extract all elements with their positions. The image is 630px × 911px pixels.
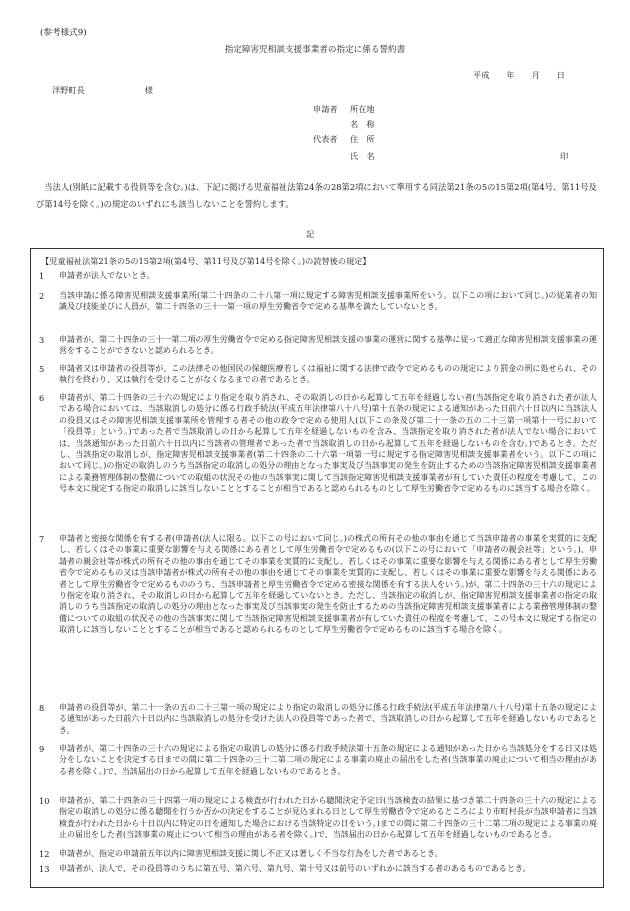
provision-text: 申請者が、第二十四条の三十一第二項の厚生労働省令で定める指定障害児相談支援の事業の運営に関する基準に従って適正な障害児相談支援事業の運営をすることができないと認められるとき。 bbox=[59, 335, 597, 356]
rep-address-label: 住 所 bbox=[350, 134, 375, 144]
date-line bbox=[473, 69, 565, 81]
pledge-statement: 当法人(別紙に記載する役員等を含む。)は、下記に掲げる児童福祉法第24条の28第2項において準用する同法第21条の5の15第2項(第4号、第11号及び第14号を除く。)の規定のいずれにも該当しないことを誓約します。 bbox=[36, 182, 597, 209]
provision-item bbox=[37, 290, 597, 313]
provision-number: 1 bbox=[39, 271, 45, 281]
provisions-heading: 【児童福祉法第21条の5の15第2項(第4号、第11号及び第14号を除く。)の読替後の規定】 bbox=[41, 256, 371, 266]
provision-item bbox=[37, 743, 597, 777]
seal-mark: 印 bbox=[560, 151, 569, 161]
addressee-suffix: 様 bbox=[144, 85, 153, 95]
document-title: 指定障害児相談支援事業者の指定に係る誓約書 bbox=[224, 45, 406, 55]
provision-text: 申請者又は申請者の役員等が、この法律その他国民の保健医療若しくは福祉に関する法律で政令で定めるものの規定により罰金の刑に処せられ、その執行を終わり、又は執行を受けることがなくなるまでの者であるとき。 bbox=[59, 364, 597, 385]
date-day: 日 bbox=[556, 70, 565, 80]
provision-item bbox=[37, 363, 597, 386]
date-era: 平成 bbox=[473, 70, 490, 80]
provision-text: 申請者が、第二十四条の三十四第一項の規定による検査が行われた日から聴聞決定予定日(当該検査の結果に基づき第二十四条の三十六の規定による指定の取消しの処分に係る聴聞を行うか否かの決定をすることが見込まれる日として厚生労働省令で定めるところにより市町村長が当該申請者に当該検査が行われた日から十日以内に特定の日を通知した場合における当該特定の日をいう。)までの間に第二十四条の三十二第二項の規定による事業の廃止の届出をした者(当該事業の廃止について相当の理由がある者を除く。)で、当該届出の日から起算して五年を経過しないものであるとき。 bbox=[59, 796, 597, 840]
provisions-box bbox=[30, 248, 604, 888]
address-label: 所在地 bbox=[350, 104, 375, 114]
provision-text: 申請者が、指定の申請前五年以内に障害児相談支援に関し不正又は著しく不当な行為をした者であるとき。 bbox=[59, 849, 443, 858]
provision-text: 申請者の役員等が、第二十一条の五の二十三第一項の規定により指定の取消しの処分に係る行政手続法(平成五年法律第八十八号)第十五条の規定による通知があった日前六十日以内に当該取消しの処分を受けた法人の役員等であった者で、当該取消しの日から起算して五年を経過しないものであるとき。 bbox=[59, 703, 597, 735]
provision-number: 7 bbox=[39, 534, 45, 544]
provision-text: 申請者が、第二十四条の三十六の規定による指定の取消しの処分に係る行政手続法第十五条の規定による通知があった日から当該処分をする日又は処分をしないことを決定する日までの間に第二十四条の三十二第二項の規定による事業の廃止の届出をした者(当該事業の廃止について相当の理由がある者を除く。)で、当該届出の日から起算して五年を経過しないものであるとき。 bbox=[59, 744, 597, 776]
provision-number: 2 bbox=[39, 291, 45, 301]
provision-text: 当該申請に係る障害児相談支援事業所(第二十四条の二十八第一項に規定する障害児相談支援事業所をいう。以下この項において同じ。)の従業者の知識及び技能並びに人員が、第二十四条の三十一第一項の厚生労働省令で定める基準を満たしていないとき。 bbox=[59, 291, 597, 312]
provision-item bbox=[37, 863, 597, 874]
provision-number: 13 bbox=[39, 864, 50, 874]
applicant-label: 申請者 bbox=[313, 104, 338, 114]
provision-item bbox=[37, 334, 597, 357]
provision-text: 申請者と密接な関係を有する者(申請者(法人に限る。以下この号において同じ。)の株式の所有その他の事由を通じて当該申請者の事業を実質的に支配し、若しくはその事業に重要な影響を与える関係にある者として厚生労働省令で定めるもの(以下この号において「申請者の親会社等」という。)、申請者の親会社等が株式の所有その他の事由を通じてその事業を実質的に支配し、若しくはその事業に重要な影響を与える関係にある者として厚生労働省令で定めるもの又は当該申請者が株式の所有その他の事由を通じてその事業を実質的に支配し、若しくはその事業に重要な影響を与える関係にある者として厚生労働省令で定めるもののうち、当該申請者と厚生労働省令で定める密接な関係を有する法人をいう。)が、第二十四条の三十六の規定により指定を取り消され、その取消しの日から起算して五年を経過していないとき。ただし、当該指定の取消しが、指定障害児相談支援事業者の指定の取消しのうち当該指定の取消しの処分の理由となった事実及び当該事実の発生を防止するための当該指定障害児相談支援事業者による業務管理体制の整備についての取組の状況その他の当該事実に関して当該指定障害児相談支援事業者が有していた責任の程度を考慮して、この号本文に規定する指定の取消しに該当しないこととすることが相当であると認められるものとして厚生労働省令で定めるものに該当する場合を除く。 bbox=[59, 534, 597, 635]
provision-number: 5 bbox=[39, 364, 45, 374]
date-month: 月 bbox=[531, 70, 540, 80]
date-year: 年 bbox=[506, 70, 515, 80]
provision-number: 3 bbox=[39, 335, 45, 345]
provision-number: 6 bbox=[39, 393, 45, 403]
provision-item bbox=[37, 533, 597, 636]
provision-item bbox=[37, 392, 597, 495]
provision-number: 10 bbox=[39, 796, 50, 806]
provision-text: 申請者が、法人で、その役員等のうちに第五号、第六号、第九号、第十号又は前号のいずれかに該当する者のあるものであるとき。 bbox=[59, 864, 531, 873]
representative-label: 代表者 bbox=[313, 134, 338, 144]
provision-item bbox=[37, 702, 597, 736]
provision-number: 9 bbox=[39, 744, 45, 754]
rep-name-label: 氏 名 bbox=[350, 151, 375, 161]
provision-number: 8 bbox=[39, 703, 45, 713]
provision-item bbox=[37, 270, 597, 281]
name-label: 名 称 bbox=[350, 119, 375, 129]
ki-heading: 記 bbox=[306, 229, 315, 239]
provision-text: 申請者が法人でないとき。 bbox=[59, 271, 155, 280]
form-number: (参考様式9) bbox=[40, 28, 87, 38]
addressee-name: 洋野町長 bbox=[52, 85, 85, 95]
provision-item bbox=[37, 795, 597, 841]
provision-text: 申請者が、第二十四条の三十六の規定により指定を取り消され、その取消しの日から起算して五年を経過しない者(当該指定を取り消された者が法人である場合においては、当該取消しの処分に係る行政手続法(平成五年法律第八十八号)第十五条の規定による通知があった日前六十日以内に当該法人の役員又はその障害児相談支援事業所を管理する者その他の政令で定める使用人(以下この条及び第二十一条の五の二十三第一項第十一号において「役員等」という。)であった者で当該取消しの日から起算して五年を経過しないものを含み、当該指定を取り消された者が法人でない場合においては、当該通知があった日前六十日以内に当該者の管理者であった者で当該取消しの日から起算して五年を経過しないものを含む。)であるとき。ただし、当該指定の取消しが、指定障害児相談支援事業者(第二十四条の二十六第一項第一号に規定する指定障害児相談支援事業者をいう。以下この項において同じ。)の指定の取消しのうち当該指定の取消しの処分の理由となった事実及び当該事実の発生を防止するための当該指定障害児相談支援事業者による業務管理体制の整備についての取組の状況その他の当該事実に関して当該指定障害児相談支援事業者が有していた責任の程度を考慮して、この号本文に規定する指定の取消しに該当しないこととすることが相当であると認められるものとして厚生労働省令で定めるものに該当する場合を除く。 bbox=[59, 393, 597, 494]
provision-item bbox=[37, 848, 597, 859]
provision-number: 12 bbox=[39, 849, 50, 859]
addressee bbox=[52, 84, 153, 96]
